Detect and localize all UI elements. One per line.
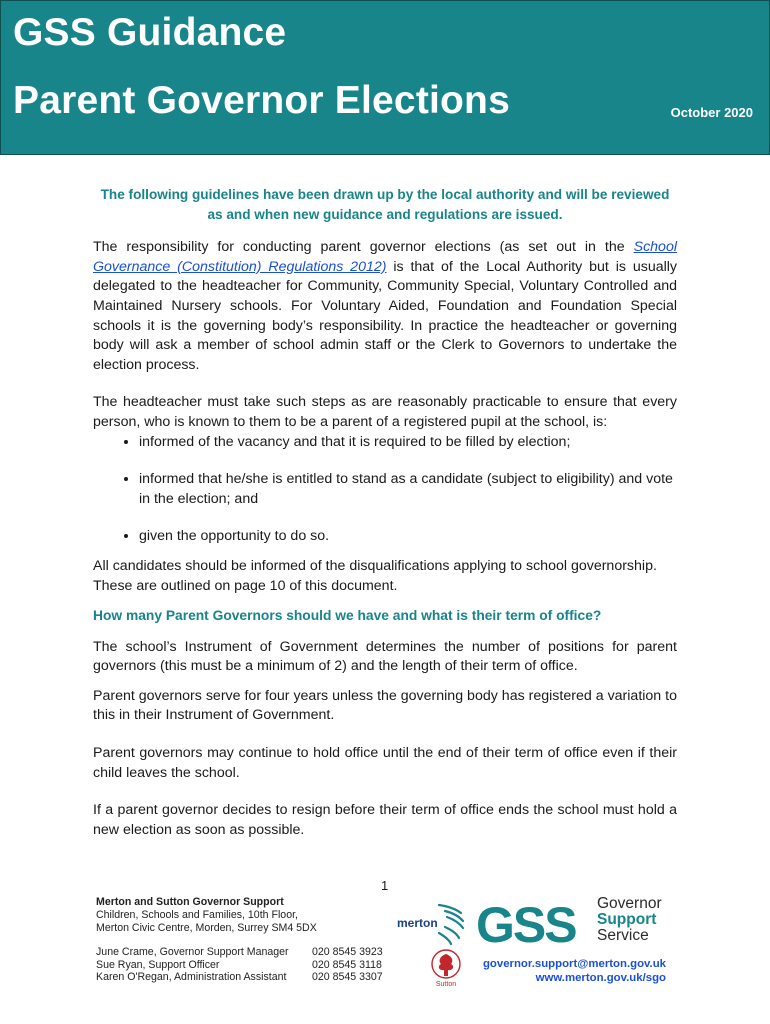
header-banner [0,0,770,155]
regulations-link[interactable]: School Governance (Constitution) Regulations 2012) [93,239,677,275]
page-number: 1 [381,878,389,893]
staff-row [96,959,383,972]
gss-line-service: Service [597,927,649,945]
footer-org-name: Merton and Sutton Governor Support [96,896,284,908]
bullet-item-candidate: • informed that he/she is entitled to stand as a candidate (subject to eligibility) and vote in the election; and [139,470,677,509]
intro-statement: The following guidelines have been drawn up by the local authority and will be reviewed as and when new guidance and regulations are issued. [100,187,670,222]
staff-name: Sue Ryan, Support Officer [96,958,220,971]
paragraph-instrument: The school’s Instrument of Government determines the number of positions for parent governors (this must be a minimum of 2) and the length of their term of office. [93,638,677,675]
document-body [93,185,677,840]
gss-logo-letters: GSS [476,897,576,950]
doc-subtitle: Parent Governor Elections [13,79,510,122]
staff-row [96,946,383,959]
gss-service-name [597,896,662,945]
paragraph-hold-office: Parent governors may continue to hold office until the end of their term of office even if their child leaves the school. [93,745,677,781]
gss-line-support: Support [597,911,657,929]
staff-name: June Crame, Governor Support Manager [96,946,289,958]
merton-logo [395,897,467,945]
bullet-item-vacancy: • informed of the vacancy and that it is required to be filled by election; [139,433,677,453]
footer-address-line2: Merton Civic Centre, Morden, Surrey SM4 5DX [96,921,317,934]
paragraph-disqualifications: All candidates should be informed of the disqualifications applying to school governorship. These are outlined on page 10 of this document. [93,557,657,594]
contact-email[interactable]: governor.support@merton.gov.uk [482,958,666,970]
section-heading-term: How many Parent Governors should we have and what is their term of office? [93,608,602,624]
staff-row [96,971,383,984]
doc-title: GSS Guidance [13,11,287,54]
merton-logo-text: merton [397,916,438,930]
bullet-item-opportunity: • given the opportunity to do so. [139,527,677,547]
footer-address-line1: Children, Schools and Families, 10th Floor, [96,908,298,921]
staff-phone: 020 8545 3923 [312,946,383,958]
bullet-list [93,433,677,547]
doc-date: October 2020 [670,105,753,120]
footer-contact [483,958,666,985]
para1-after-link: is that of the Local Authority but is usually delegated to the headteacher for Community, Community Special, Voluntary Controlled and Maintained Nursery schools. For Voluntary Aided, Foundation and Foundation Special schools it is the governing body’s responsibility. In practice the headteacher or governing body will ask a member of school admin staff or the Clerk to Governors to undertake the election process. [93,258,677,373]
footer-address [96,896,317,934]
paragraph-headteacher: The headteacher must take such steps as are reasonably practicable to ensure that every person, who is known to them to be a parent of a registered pupil at the school, is: [93,394,677,430]
contact-website[interactable]: www.merton.gov.uk/sgo [535,971,666,984]
paragraph-resign: If a parent governor decides to resign before their term of office ends the school must hold a new election as soon as possible. [93,802,677,838]
paragraph-four-years: Parent governors serve for four years unless the governing body has registered a variation to this in their Instrument of Government. [93,687,677,724]
staff-contacts [96,946,383,984]
sutton-logo-text: Sutton [435,981,457,988]
para1-before-link: The responsibility for conducting parent governor elections (as set out in the [93,239,634,256]
gss-line-governor: Governor [597,895,662,912]
staff-name: Karen O'Regan, Administration Assistant [96,971,287,984]
staff-phone: 020 8545 3118 [312,958,382,971]
staff-phone: 020 8545 3307 [312,971,383,984]
paragraph-responsibility [93,238,677,375]
sutton-logo [426,948,466,988]
